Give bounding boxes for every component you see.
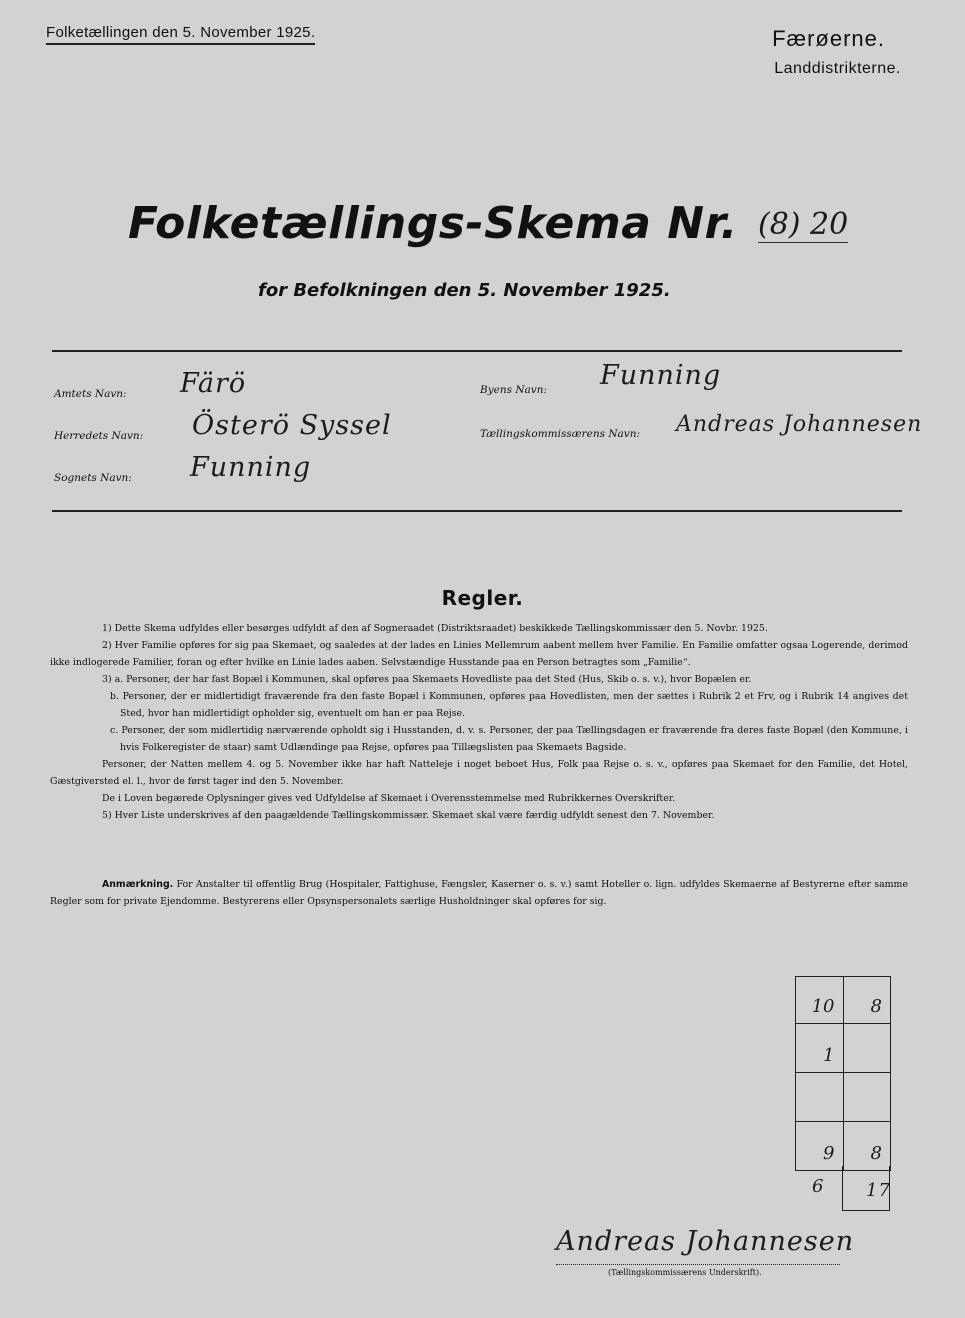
rule-2: 2) Hver Familie opføres for sig paa Skemaet, og saaledes at der lades en Linies Mellemrum aabent mellem hver Familie. En Familie omfatter ogsaa Logerende, derimod ikke indlogerede Familier, foran og efter hvilke en Linie lades aaben. Selvstændige Husstande paa en Person betragtes som „Familie“.	[50, 640, 908, 668]
tally-cell: 8	[870, 1143, 882, 1164]
tally-cell	[844, 1073, 891, 1121]
region-label: Færøerne.	[772, 26, 885, 51]
tally-row	[796, 977, 890, 1024]
tally-row	[796, 1073, 890, 1122]
sogn-value: Funning	[190, 452, 312, 483]
rules-title: Regler.	[441, 586, 524, 610]
rule-3a: 3) a. Personer, der har fast Bopæl i Kommunen, skal opføres paa Skemaets Hovedliste paa det Sted (Hus, Skib o. s. v.), hvor Bopælen er.	[102, 674, 752, 685]
tally-total-left: 6	[812, 1176, 825, 1197]
by-value: Funning	[600, 360, 722, 391]
tally-cell	[844, 1024, 891, 1072]
rule-5: 5) Hver Liste underskrives af den paagældende Tællingskommissær. Skemaet skal være færdig udfyldt senest den 7. November.	[102, 810, 715, 821]
census-label: Folketællingen den 5. November 1925.	[46, 24, 315, 45]
anmaerkning	[50, 876, 908, 910]
rule-3d: Personer, der Natten mellem 4. og 5. November ikke har haft Natteleje i noget beboet Hus, Folk paa Rejse o. s. v., opføres paa Skemaet for den Familie, det Hotel, Gæstgiversted el. l., hvor de først tager ind den 5. November.	[50, 759, 908, 787]
herred-label: Herredets Navn:	[54, 430, 144, 442]
top-divider	[52, 350, 902, 352]
sogn-label: Sognets Navn:	[54, 472, 132, 484]
kommissaer-value: Andreas Johannesen	[676, 412, 923, 437]
form-number: (8) 20	[758, 207, 849, 242]
rules-text	[50, 620, 908, 824]
by-label: Byens Navn:	[480, 384, 548, 396]
form-subtitle: for Befolkningen den 5. November 1925.	[258, 280, 671, 301]
tally-row	[796, 1024, 890, 1073]
district-label: Landdistrikterne.	[774, 60, 901, 77]
tally-cell: 10	[796, 977, 844, 1023]
signature-caption: (Tællingskommissærens Underskrift).	[608, 1268, 762, 1277]
tally-cell: 1	[796, 1024, 844, 1072]
amt-label: Amtets Navn:	[54, 388, 127, 400]
bottom-divider	[52, 510, 902, 512]
tally-cell	[796, 1073, 844, 1121]
rule-3b: b. Personer, der er midlertidigt fraværende fra den faste Bopæl i Kommunen, opføres paa Hovedlisten, men der sættes i Rubrik 2 et Frv, og i Rubrik 14 angives det Sted, hvor han midlertidigt opholder sig, eventuelt om han er paa Rejse.	[110, 691, 908, 719]
rule-3c: c. Personer, der som midlertidig nærværende opholdt sig i Husstanden, d. v. s. Personer, der paa Tællingsdagen er fraværende fra deres faste Bopæl (den Kommune, i hvis Folkeregister de staar) samt Udlændinge paa Rejse, opføres paa Tillægslisten paa Skemaets Bagside.	[110, 725, 908, 753]
signature: Andreas Johannesen	[556, 1226, 855, 1257]
amt-value: Färö	[180, 368, 247, 399]
anmaerkning-text: For Anstalter til offentlig Brug (Hospitaler, Fattighuse, Fængsler, Kaserner o. s. v.) samt Hoteller o. lign. udfyldes Skemaerne af Bestyrerne efter samme Regler som for private Ejendomme. Bestyrerens eller Opsynspersonalets særlige Husholdninger skal opføres for sig.	[50, 879, 908, 907]
tally-cell: 9	[796, 1122, 844, 1170]
tally-total-right: 17	[866, 1180, 891, 1201]
kommissaer-label: Tællingskommissærens Navn:	[480, 428, 641, 440]
tally-cell: 8	[870, 996, 882, 1017]
form-title: Folketællings-Skema Nr.	[128, 198, 738, 249]
rule-1: 1) Dette Skema udfyldes eller besørges udfyldt af den af Sogneraadet (Distriktsraadet) beskikkede Tællingskommissær den 5. Novbr. 1925.	[102, 623, 768, 634]
tally-grid	[795, 976, 891, 1171]
rule-4: De i Loven begærede Oplysninger gives ved Udfyldelse af Skemaet i Overensstemmelse med Rubrikkernes Overskrifter.	[102, 793, 676, 804]
signature-line	[556, 1264, 840, 1265]
tally-row	[796, 1122, 890, 1170]
anmaerkning-label: Anmærkning.	[102, 879, 174, 890]
herred-value: Österö Syssel	[192, 410, 392, 441]
